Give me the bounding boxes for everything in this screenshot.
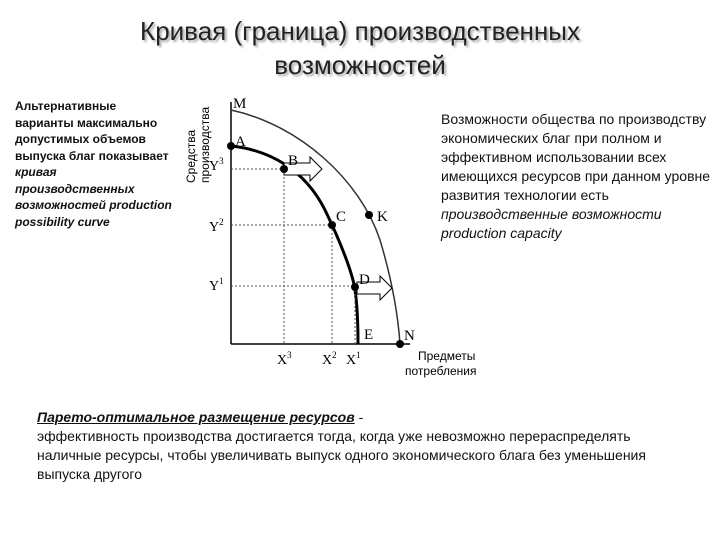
x-tick-x1: $X^1$ <box>346 350 361 368</box>
x-axis-label-1: Предметы <box>418 349 476 363</box>
point-d <box>351 283 359 291</box>
pareto-term: Парето-оптимальное размещение ресурсов <box>37 409 355 425</box>
point-b <box>280 165 288 173</box>
y-tick-y3: $Y^3$ <box>209 156 224 174</box>
point-n <box>396 340 404 348</box>
point-a <box>227 142 235 150</box>
point-c <box>328 221 336 229</box>
right-description-italic: производственные возможности production capacity <box>441 206 662 241</box>
y-axis-label-1: Средства <box>184 129 198 183</box>
right-description-plain: Возможности общества по производству экономических благ при полном и эффективном использовании всех имеющихся ресурсов при данном уровне развития технологии есть <box>441 111 711 203</box>
outer-curve-mn <box>231 110 400 344</box>
label-k: K <box>377 209 388 225</box>
label-m: M <box>233 96 247 112</box>
title-line-1: Кривая (граница) производственных <box>140 16 580 46</box>
x-tick-x3: $X^3$ <box>277 350 292 368</box>
production-possibility-curve <box>231 146 358 344</box>
label-n: N <box>404 328 415 344</box>
label-e: E <box>364 327 374 343</box>
title-line-2: возможностей <box>274 50 446 80</box>
y-tick-y2: $Y^2$ <box>209 217 224 235</box>
label-b: B <box>288 153 299 169</box>
pareto-definition <box>37 408 697 484</box>
x-axis-label-2: потребления <box>405 364 477 378</box>
label-c: C <box>336 209 347 225</box>
point-k <box>365 211 373 219</box>
pareto-body: эффективность производства достигается тогда, когда уже невозможно перераспределять наличные ресурсы, чтобы увеличивать выпуск одного экономического блага без уменьшения выпуска другого <box>37 428 646 482</box>
pareto-dash: - <box>354 409 364 425</box>
y-tick-y1: $Y^1$ <box>209 276 224 294</box>
label-a: A <box>235 134 246 150</box>
y-axis-label-2: производства <box>198 106 212 183</box>
label-d: D <box>359 272 370 288</box>
x-tick-x2: $X^2$ <box>322 350 337 368</box>
left-description-plain: Альтернативные варианты максимально допустимых объемов выпуска благ показывает <box>15 99 169 163</box>
left-description-italic: кривая производственных возможностей production possibility curve <box>15 165 172 229</box>
